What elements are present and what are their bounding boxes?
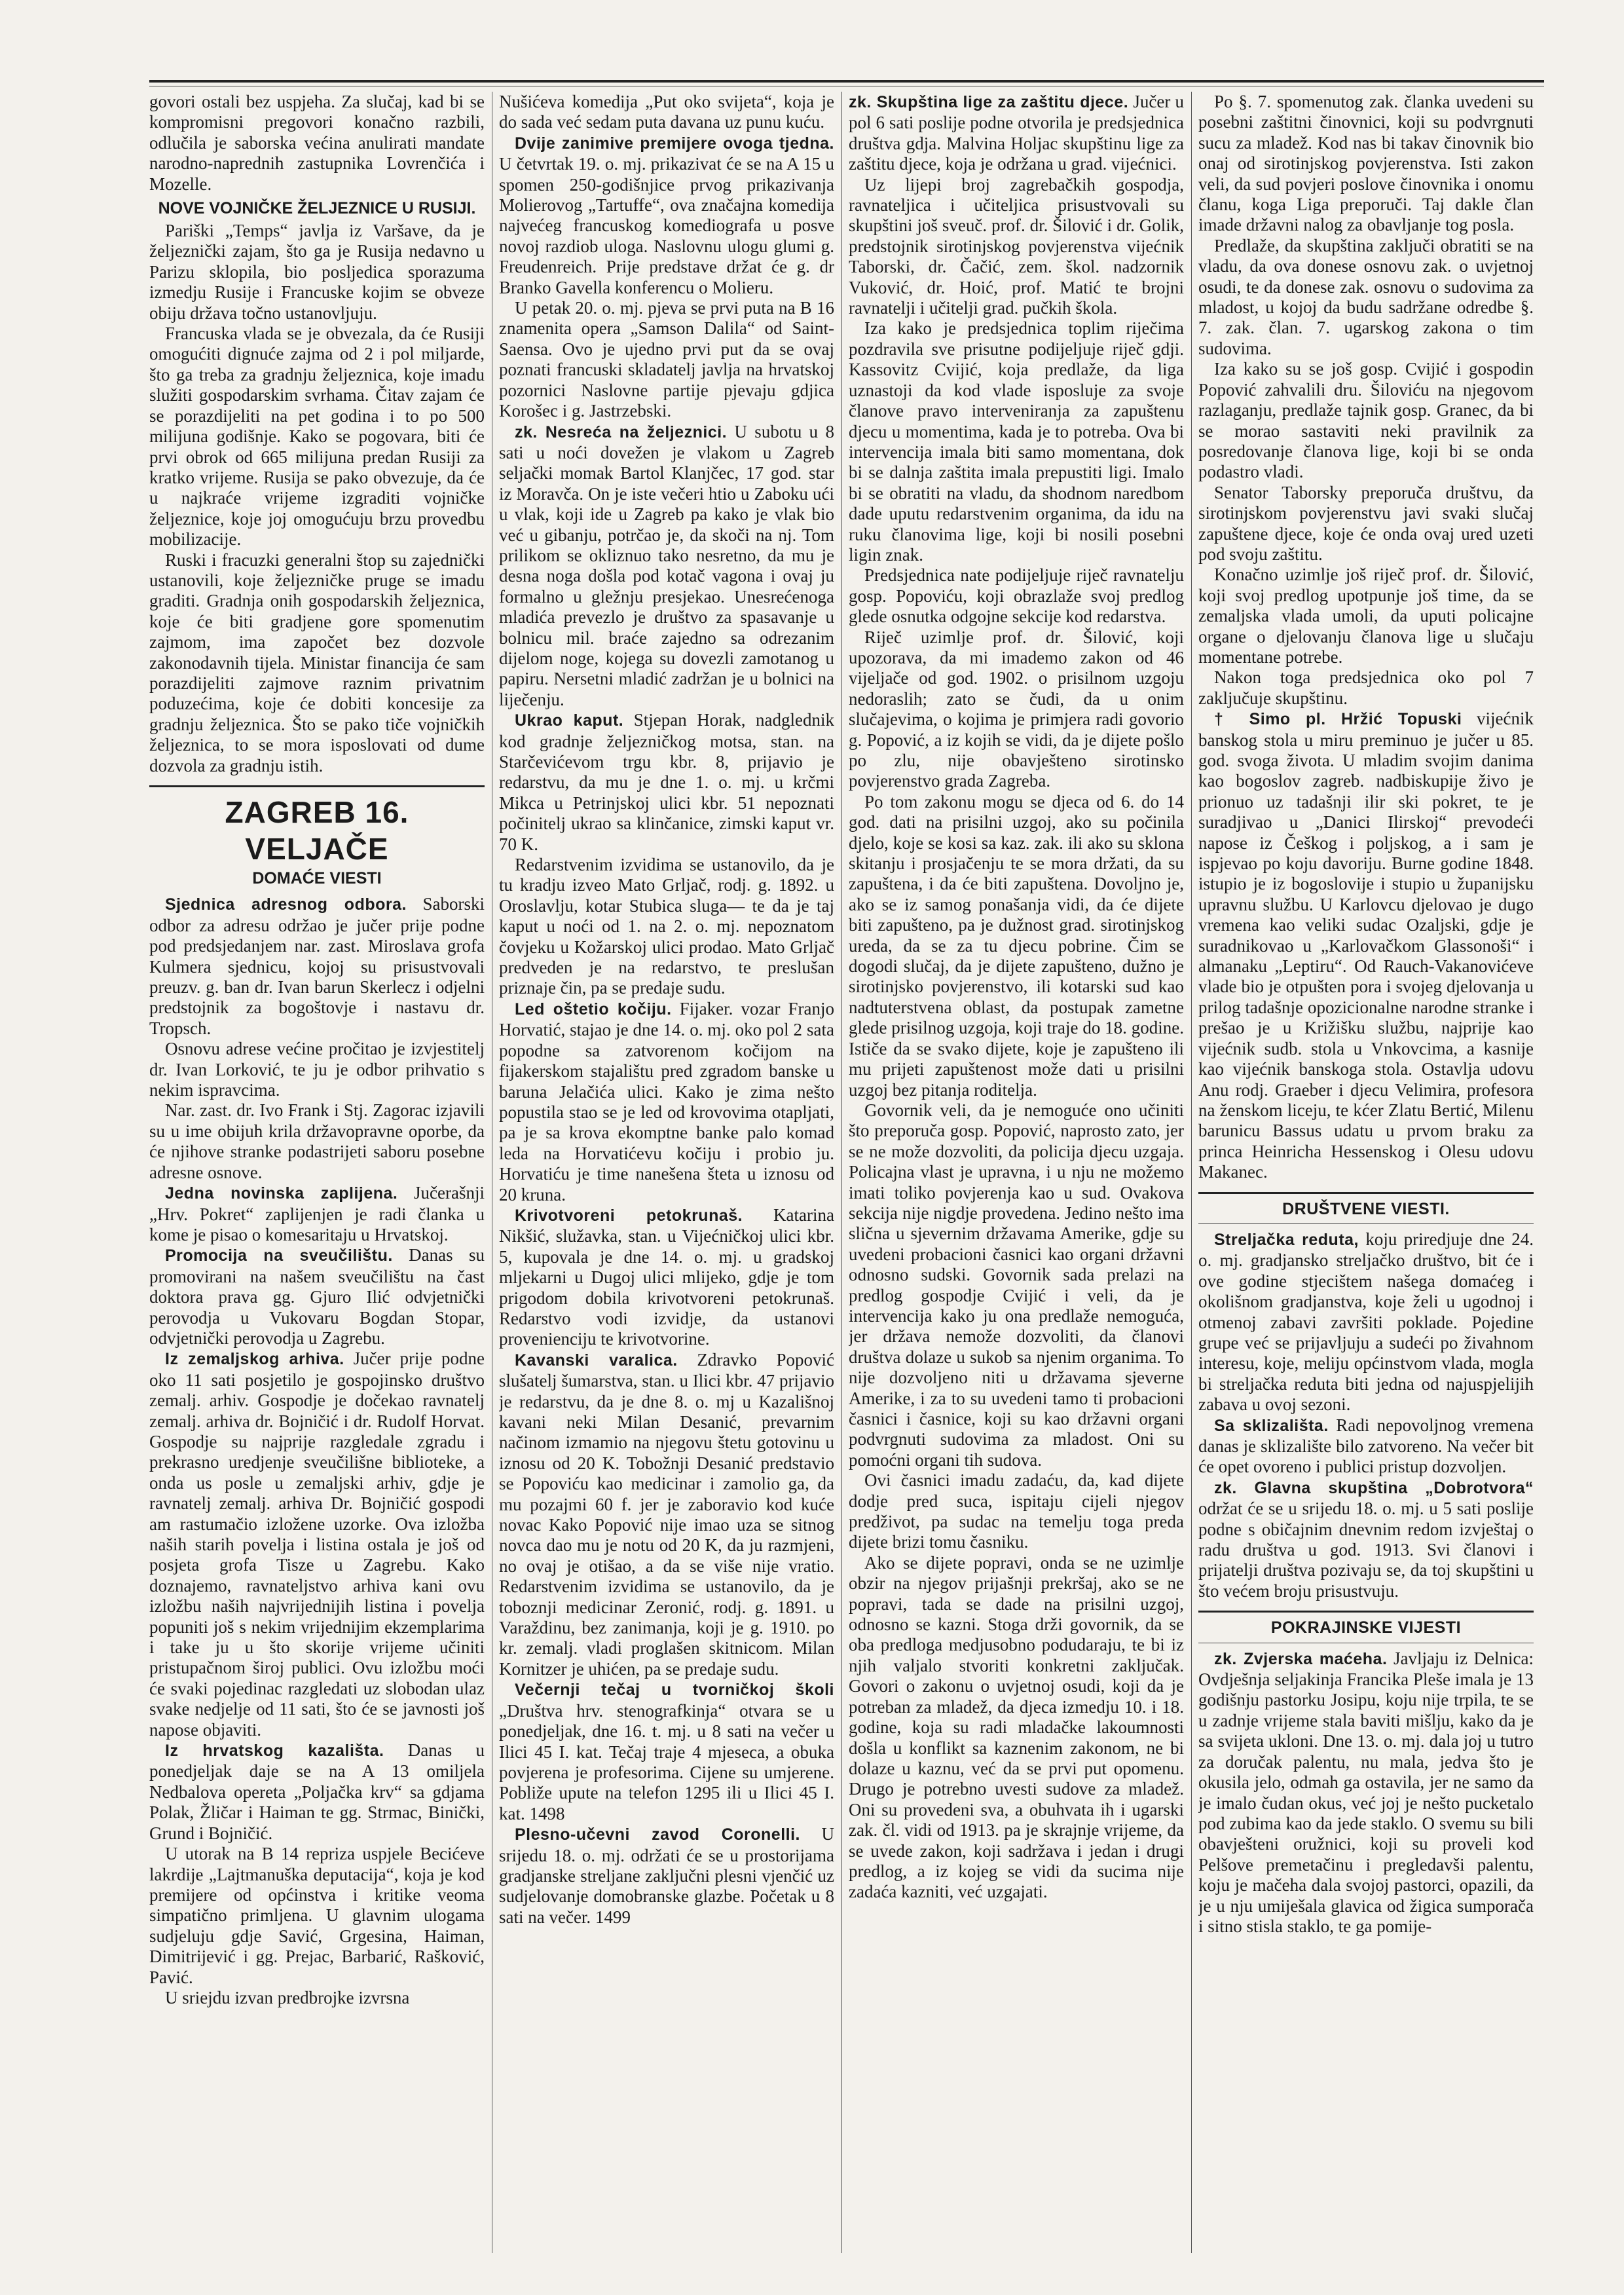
item-title: Dvije zanimive premijere ovoga tjedna. [515, 134, 834, 153]
article-paragraph: Francuska vlada se je obvezala, da će Rusiji omogućiti dignuće zajma od 2 i pol miljarde, što ga treba za gradnju željeznica, koje imadu služiti gospodarskim svrhama. Čitav zajam će se porazdijeliti na pet godina i to po 500 milijuna godišnje. Kako se pogovara, biti će prvi obrok od 665 milijuna predan Rusiji za kratko vrijeme. Rusija se pako obvezuje, da će u najkraće vrijeme izgraditi vojničke željeznice, koje joj omogućuju brzu provedbu mobilizacije. [149, 324, 485, 550]
article-paragraph: Konačno uzimlje još riječ prof. dr. Šilović, koji svoj predlog upotpunje još time, da se zemaljska vlada umoli, da uputi policajne organe o djelovanju članova lige u slučaju momentane potrebe. [1198, 565, 1534, 667]
article-paragraph: Nušićeva komedija „Put oko svijeta“, koja je do sada već sedam puta davana uz punu kuću. [499, 92, 834, 132]
article-paragraph: Predsjednica nate podijeljuje riječ ravnatelju gosp. Popoviću, koji obrazlaže svoj predlog glede osnutka odgojne sekcije kod redarstva. [849, 565, 1184, 627]
item-text: Jučerašnji „Hrv. Pokret“ zaplijenjen je radi članka u kome je pisao o komesaritaju u Hrvatskoj. [149, 1183, 485, 1244]
article-paragraph: U sriejdu izvan predbrojke izvrsna [165, 1987, 410, 2007]
column-4 [1198, 92, 1534, 2253]
item-title: Jedna novinska zaplijena. [165, 1184, 398, 1203]
item-title: Promocija na sveučilištu. [165, 1246, 393, 1265]
item-title: Kavanski varalica. [515, 1351, 678, 1370]
item-text: Stjepan Horak, nadglednik kod gradnje željezničkog motsa, stan. na Starčevićevom trgu kbr. 8, prijavio je redarstvu, da mu je dne 1. o. mj. u krčmi Mikca u Petrinjskoj ulici kbr. 51 nepoznati počinitelj ukrao sa klinčanice, zimski kaput vr. 70 K. [499, 710, 834, 854]
article-paragraph: U petak 20. o. mj. pjeva se prvi puta na B 16 znamenita opera „Samson Dalila“ od Saint-Saensa. Ovo je ujedno prvi put da se ovaj poznati francuski skladatelj javlja na hrvatskoj pozornici Naslovne partije pjevaju gdjica Korošec i g. Jastrzebski. [499, 298, 834, 421]
item-text: Katarina Nikšić, služavka, stan. u Vijećničkoj ulici kbr. 5, kupovala je dne 14. o. mj. u gradskoj mljekarni u Dugoj ulici mlijeko, gdje je tom prigodom dobila krivotvoreni petokrunaš. Redarstvo vodi izvidje, da ustanovi provenienciju te krivotvorine. [499, 1204, 834, 1349]
item-text: Zdravko Popović slušatelj šumarstva, stan. u Ilici kbr. 47 prijavio je redarstvu, da je dne 8. o. mj u Kazališnoj kavani neki Milan Desanić, prevarnim načinom izmamio na njegovu štetu gotovinu u iznosu od 20 K. Tobožnji Desanić predstavio se Popoviću kao medicinar i zamolio ga, da mu pozajmi 60 f. jer je zaboravio kod kuće novac Kako Popović nije imao uza se sitnog novca dao mu je notu od 20 K, da ju razmjeni, no ovaj je otišao, a da se više nije vratio. Redarstvenim izvidima se ustanovilo, da je toboznji medicinar Zeronić, rodj. g. 1891. u Varaždinu, bez zanimanja, koji je g. 1910. po kr. zemalj. vladi proglašen skitnicom. Milan Kornitzer je uhićen, pa se predaje sudu. [499, 1349, 834, 1679]
item-text: U srijedu 18. o. mj. održati će se u prostorijama gradjanske streljane zaključni plesni vjenčić uz sudjelovanje domobranske glazbe. Početak u 8 sati na večer. [499, 1824, 834, 1927]
article-paragraph: Redarstvenim izvidima se ustanovilo, da je tu kradju izveo Mato Grljač, rodj. g. 1892. u Oroslavlju, kotar Stubica sluga— te da je taj kaput u noći od 1. na 2. o. mj. nepoznatom čovjeku u Kožarskoj ulici prodao. Mato Grljač predveden je na redarstvo, te preslušan priznaje čin, pa se predaje sudu. [499, 855, 834, 998]
column-1 [149, 92, 485, 2253]
item-text: Jučer u pol 6 sati poslije podne otvorila je predsjednica društva gdja. Malvina Holjac skupštinu lige za zaštitu djece, koja je održana u grad. vijećnici. [849, 92, 1184, 174]
article-paragraph: Ovi časnici imadu zadaću, da, kad dijete dodje pred suca, ispitaju cijeli njegov predživot, pa sudac na temelju toga preda dijete brizi tomu časniku. [849, 1470, 1184, 1552]
article-paragraph: Osnovu adrese većine pročitao je izvjestitelj dr. Ivan Lorković, te ju je odbor prihvatio s nekim ispravcima. [149, 1039, 485, 1100]
article-paragraph: govori ostali bez uspjeha. Za slučaj, kad bi se kompromisni pregovori konačno razbili, odlučila je saborska većina anulirati mandate narodno-naprednih zastupnika Lovrenčića i Mozelle. [149, 92, 485, 194]
article-heading: NOVE VOJNIČKE ŽELJEZNICE U RUSIJI. [158, 199, 476, 218]
item-text: Danas su promovirani na našem sveučilištu na čast doktora prava gg. Gjuro Ilić odvjetnički perovodja u Vukovaru Bogdan Stopar, odvjetnički perovodja u Zagrebu. [149, 1245, 485, 1348]
column-rule [841, 92, 842, 2253]
item-text: održat će se u srijedu 18. o. mj. u 5 sati poslije podne s običajnim dnevnim redom izvještaj o radu društva u god. 1913. Svi članovi i prijatelji društva pozivaju se, da toj skupštini u što većem broju prisustvuju. [1198, 1499, 1534, 1601]
article-paragraph: Senator Taborsky preporuča društvu, da sirotinjskom povjerenstvu javi svaki slučaj zapuštene djece, koje će onda ovaj ured uzeti pod svoju zaštitu. [1198, 482, 1534, 564]
section-subtitle: DOMAĆE VIESTI [252, 869, 382, 887]
item-text: Javljaju iz Delnica: Ovdješnja seljakinja Francika Pleše imala je 13 godišnju pastorku Josipu, koju nije trpila, te se u zadnje vrijeme stala baviti mišlju, kako da je sa svijeta ukloni. Dne 13. o. mj. dala joj u tutro za doručak palentu, nu mala, jedva što je okusila jelo, odmah ga ostavila, jer ne samo da je imalo čudan okus, već joj je nešto pucketalo pod zubima kao da jede staklo. O svemu su bili obavješteni oružnici, koji su proveli kod Pelšove premetačinu i pregledavši palentu, koju je mačeha dala svojoj pastorci, opazili, da je u nju umiješala glavica od žigica sumporača i sitno stisla staklo, te ga pomije- [1198, 1648, 1534, 1936]
item-title: † Simo pl. Hržić Topuski [1214, 710, 1462, 729]
article-paragraph: Nakon toga predsjednica oko pol 7 zaključuje skupštinu. [1198, 667, 1534, 708]
item-title: zk. Nesreća na željeznici. [515, 422, 728, 441]
item-text: koju priredjuje dne 24. o. mj. gradjansko streljačko društvo, bit će i ove godine stjecištem našega domaćeg i okolišnom gradjanstva, koje želi u ugodnoj i otmenoj zabavi završiti poklade. Pojedine grupe već se prijavljuju a sudeći po živahnom interesu, koje, meliju općinstvom vlada, mogla bi streljačka reduta biti jedna od najuspjelijih zabava u ovoj sezoni. [1198, 1229, 1534, 1415]
item-text: Fijaker. vozar Franjo Horvatić, stajao je dne 14. o. mj. oko pol 2 sata popodne sa zatvorenom kočijom na fijakerskom stajalištu pred zgradom banske u baruna Jelačića ulici. Kako je zima nešto popustila stao se je led od krovovima otapljati, pa je sa krova ekomptne banke palo komad leda na Horvatićevu kočiju i probio ju. Horvatiću je time nanešena šteta u iznosu od 20 kruna. [499, 998, 834, 1204]
article-paragraph: Ruski i fracuzki generalni štop su zajednički ustanovili, koje željezničke pruge se imadu graditi. Gradnja onih gospodarskih željeznica, koje će biti gradjene gore spomenutim zajmom, ima započet bez dozvole zakonodavnih tijela. Ministar financija će sam porazdijeliti zajmove raznim privatnim poduzećima, koje će dobiti koncesije za gradnju željeznica. Što se pako tiče vojničkih željeznica, to se mora isposlovati od dume dozvola za gradnju istih. [149, 550, 485, 775]
column-3 [849, 92, 1184, 2253]
article-paragraph: Predlaže, da skupština zaključi obratiti se na vladu, da ova donese osnovu zak. o uvjetnoj osudi, te da donese zak. osnovu o sudovima za mladost, u kojoj da budu sadržane odredbe §. 7. zak. član. 7. ugarskog zakona o tim sudovima. [1198, 235, 1534, 358]
item-text: U subotu u 8 sati u noći dovežen je vlakom u Zagreb seljački momak Bartol Klanjčec, 17 god. star iz Moravča. On je iste večeri htio u Zaboku ući u vlak, koji ide u Zagreb pa kako je vlak bio već u gibanju, potrčao je, da skoči na nj. Tom prilikom se okliznuo tako nesretno, da mu je desna noga došla pod kotač vagona i ovaj ju formalno u gležnju presjekao. Unesrećenoga mladića prevezlo je društvo za spasavanje u bolnicu mil. braće zajedno sa odrezanim dijelom noge, kojega su dovezli zamotanog u papiru. Nersetni mladić zadržan je u bolnici na liječenju. [499, 421, 834, 709]
item-text: Saborski odbor za adresu održao je jučer prije podne pod predsjedanjem nar. zast. Miroslava grofa Kulmera sjednicu, kojoj su prisustvovali preuzv. g. ban dr. Ivan barun Skerlecz i odjelni predstojnik za bogoštovje i nastavu dr. Tropsch. [149, 894, 485, 1038]
article-paragraph: U utorak na B 14 repriza uspjele Becićeve lakrdije „Lajtmanuška deputacija“, koja je kod premijere od općinstva i kritike veoma simpatično primljena. U glavnim ulogama sudjeluju gdje Savić, Grgesina, Haiman, Dimitrijević i gg. Prejac, Barbarić, Rašković, Pavić. [149, 1844, 485, 1987]
item-text: Jučer prije podne oko 11 sati posjetilo je gospojinsko društvo zemalj. arhiv. Gospodje je dočekao ravnatelj zemalj. arhiva dr. Bojničić i dr. Rudolf Horvat. Gospodje su najprije razgledale zgradu i prekrasno uredjenje sveučilišne biblioteke, a onda us posle u zemaljski arhiv, gdje je ravnatelj zemalj. arhiva Dr. Bojničić gospodi am rastumačio izložene uzorke. Ova izložba naših starih povelja i listina ostala je još od posjeta grofa Tisze u Zagrebu. Kako doznajemo, ravnateljstvo arhiva kani ovu izložbu naših najvrijednijih listina i povelja popuniti još s nekim vrijednijim ekzemplarima i take ju u što skorije vrijeme učiniti pristupačnom široj publici. Ovu izložbu moći će svaki pojedinac razgledati uz slobodan ulaz svake nedjelje od 11 sati, što će se javnosti još napose objaviti. [149, 1349, 485, 1740]
article-paragraph: Po §. 7. spomenutog zak. članka uvedeni su posebni zaštitni činovnici, koji su podvrgnuti sucu za mladež. Kod nas bi takav činovnik bio onaj od sirotinjskog povjerenstva. Isti zakon veli, da sud povjeri poslove činovnika i onomu članu, koga Liga preporuči. Taj dakle član imade državni nalog za obavljanje tog posla. [1198, 92, 1534, 235]
item-title: Plesno-učevni zavod Coronelli. [515, 1825, 800, 1844]
item-title: Led oštetio kočiju. [515, 999, 672, 1018]
item-title: Iz zemaljskog arhiva. [165, 1350, 344, 1369]
item-title: zk. Skupština lige za zaštitu djece. [849, 93, 1129, 111]
item-title: Streljačka reduta, [1214, 1230, 1359, 1249]
item-title: Ukrao kaput. [515, 711, 624, 730]
article-paragraph: Uz lijepi broj zagrebačkih gospodja, ravnateljica i učiteljica prisustvovali su skupštini još sveuč. prof. dr. Šilović i dr. Golik, predstojnik sirotinjskog povjerenstva vijećnik Taborski, dr. Čačić, zem. škol. nadzornik Vuković, dr. Hoić, prof. Matić te brojni ravnatelji i učitelji grad. pučkih škola. [849, 174, 1184, 318]
ad-number: 1498 [529, 1803, 565, 1823]
item-title: Sjednica adresnog odbora. [165, 895, 407, 914]
article-paragraph: Po tom zakonu mogu se djeca od 6. do 14 god. dati na prisilni uzgoj, ako su počinila djelo, koje se kosi sa kaz. zak. ili ako su sklona skitanju i prosjačenju te se mora držati, da su zapuštena, i da će biti zapuštena. Dovoljno je, ako se iz samog ponašanja vidi, da će dijete biti zapušteno, pa je dužnost grad. sirotinjskog ureda, da se za tu djecu pobrine. Čim se dogodi slučaj, da je dijete zapušteno, dužno je sirotinjsko povjerenstvo, ili kotarski sud kao nadtuterstvena oblast, da postupak zametne glede prisilnog uzgoja, koji traje do 18. godine. Ističe da se svako dijete, koje je zapušteno ili mu prijeti zapuštenost može dati u prisilni uzgoj bez pitanja roditelja. [849, 791, 1184, 1100]
article-paragraph: Riječ uzimlje prof. dr. Šilović, koji upozorava, da mi imademo zakon od 46 vijeljače od god. 1902. o prisilnom uzgoju nedoraslih; zato se čudi, da u onim slučajevima, o kojima je primjera radi govorio g. Popović, a iz kojih se vidi, da je dijete pošlo po zlu, nije obavješteno sirotinsko povjerenstvo grada Zagreba. [849, 627, 1184, 791]
article-paragraph: Iza kako je predsjednica toplim riječima pozdravila sve prisutne podijeljuje riječ gdji. Kassovitz Cvijić, koja predlaže, da liga uznastoji da kod vlade isposluje za svoje članove pravo interveniranja za zapuštenu djecu u momentima, kada je to potreba. Ova bi intervencija imala biti samo momentana, dok bi se dalnja zaštita imala prepustiti ligi. Imalo bi se obratiti na vladu, da shodnom naredbom dade uputu redarstvenim organima, da idu na ruku članovima lige, koji bi nosili posebni ligin znak. [849, 318, 1184, 565]
item-title: zk. Zvjerska maćeha. [1214, 1649, 1388, 1668]
column-2 [499, 92, 834, 2253]
ad-number: 1499 [595, 1907, 631, 1927]
section-divider [149, 785, 485, 787]
item-title: Sa sklizališta. [1214, 1416, 1329, 1435]
article-paragraph: Ako se dijete popravi, onda se ne uzimlje obzir na njegov prijašnji prekršaj, ako se ne popravi, tada se dade na prisilni uzgoj, odnosno se kazni. Stoga drži govornik, da se oba predloga medjusobno podudaraju, te bi iz njih valjalo stvoriti konkretni zaključak. Govori o zakonu o uvjetnoj osudi, koji da je potreban za mladež, da djeca izmedju 10. i 18. godine, koja su radi mladačke lakoumnosti došla u konflikt sa kaznenim zakonom, ne bi dolaze u kaznu, već da se prvi put opomenu. Drugo je potrebno uvesti sudove za mladež. Oni su provedeni sva, a obuhvata ih i ugarski zak. čl. vidi od 1913. pa je skrajnje vrijeme, da se uvede zakon, koji sadržava i jedan i drugi predlog, a iz kojeg se vidi da sucima nije zadaća kazniti, već uzgajati. [849, 1552, 1184, 1902]
item-text: Radi nepovoljnog vremena danas je sklizalište bilo zatvoreno. Na večer bit će opet ovoreno i publici pristup dozvoljen. [1198, 1415, 1534, 1477]
item-text: „Društva hrv. stenografkinja“ otvara se u ponedjeljak, dne 16. t. mj. u 8 sati na večer u Ilici 45 I. kat. Tečaj traje 4 mjeseca, a obuka povjerena je profesorima. Cijene su umjerene. Pobliže upute na telefon 1295 ili u Ilici 45 I. kat. [499, 1700, 834, 1823]
item-title: Krivotvoreni petokrunaš. [515, 1206, 743, 1225]
section-heading: DRUŠTVENE VIESTI. [1198, 1192, 1534, 1224]
section-heading: POKRAJINSKE VIJESTI [1198, 1611, 1534, 1643]
article-paragraph: Pariški „Temps“ javlja iz Varšave, da je željeznički zajam, što ga je Rusija nedavno u Parizu sklopila, bio posljedica sporazuma izmedju Rusije i Francuske kojim se obveze obiju država točno ustanovljuju. [149, 221, 485, 323]
article-paragraph: Govornik veli, da je nemoguće ono učiniti što preporuča gosp. Popović, naprosto zato, jer se ne može dozvoliti, da policija djecu uzgaja. Policajna vlast je upravna, i u nju ne možemo imati toliko povjerenja kao u sud. Ovakova sekcija nije nigdje provedena. Jedino nešto ima slična u sjevernim državama Amerike, gdje su uvedeni probacioni časnici kao organi državni odnosno sudski. Govornik sada prelazi na predlog gospodje Cvijić i veli, da je intervencija kako ju ona predlaže nemoguća, jer država nemože dozvoliti, da članovi društva dolaze u sukob sa njenim organima. To nije dozvoljeno niti u državama sjeverne Amerike, i za to su uvedeni tamo ti probacioni časnici i časnice, koji su kao državni organi podvrgnuti sudovima za mladost. Oni su pomoćni organi tih sudova. [849, 1100, 1184, 1470]
item-title: zk. Glavna skupština „Dobrotvora“ [1214, 1478, 1534, 1497]
item-title: Iz hrvatskog kazališta. [165, 1742, 384, 1761]
item-text: vijećnik banskog stola u miru preminuo je jučer u 85. god. svoga života. U mladim svojim danima kao bogoslov zagreb. nadbiskupije živo je prionuo uz tadašnji ilir ski pokret, te je suradjivao u „Danici Ilirskoj“ prevodeći napose iz Češkog i poljskog, a i sam je ispjevao po koju davoriju. Burne godine 1848. istupio je iz bogoslovije i stupio u županijsku upravnu službu. U Karlovcu djelovao je dugo vremena kao veliki sudac Ozaljski, gdje je suradnikovao u „Karlovačkom Glassonoši“ i almanaku „Leptiru“. Od Rauch-Vakanovićeve vlade bio je otpušten pora i svojeg djelovanja u prilog tadašnje opozicionalne narodne stranke i prešao je u Križišku službu, najprije kao vijećnik sudb. stola u Vnkovcima, a kasnije kao vijećnik banskoga stola. Ostavlja udovu Anu rodj. Graeber i djecu Velimira, profesora na ženskom liceju, te kćer Zlatu Bertić, Milenu barunicu Bassus udatu u prvom braku za princa Heinricha Hessenskog i Olesu udovu Makanec. [1198, 709, 1534, 1182]
item-text: Danas u ponedjeljak daje se na A 13 omiljela Nedbalova opereta „Poljačka krv“ sa gdjama Polak, Žličar i Haiman te gg. Strmac, Binički, Grund i Bojničić. [149, 1740, 485, 1843]
column-rule [1191, 92, 1192, 2253]
article-paragraph: Nar. zast. dr. Ivo Frank i Stj. Zagorac izjavili su u ime obijuh krila državopravne oporbe, da će njihove stranke podastrijeti saboru posebne adresne osnove. [149, 1100, 485, 1182]
section-title: ZAGREB 16. VELJAČE [225, 795, 409, 866]
article-paragraph: Iza kako su se još gosp. Cvijić i gospodin Popović zahvalili dru. Šiloviću na njegovom razlaganju, predlaže tajnik gosp. Granec, da bi se morao sastaviti neki pravilnik za posredovanje članova lige, koji bi se onda podastro vladi. [1198, 359, 1534, 482]
item-title: Večernji tečaj u tvorničkoj školi [515, 1681, 834, 1700]
top-rule [149, 80, 1544, 83]
item-text: U četvrtak 19. o. mj. prikazivat će se na A 15 u spomen 250-godišnjice prvog prikazivanja Molierovog „Tartuffe“, ova značajna komedija najvećeg francuskog komediografa u posve novoj razdiob uloga. Naslovnu ulogu glumi g. Freudenreich. Prije predstave držat će g. dr Branko Gavella konferencu o Molieru. [499, 154, 834, 297]
